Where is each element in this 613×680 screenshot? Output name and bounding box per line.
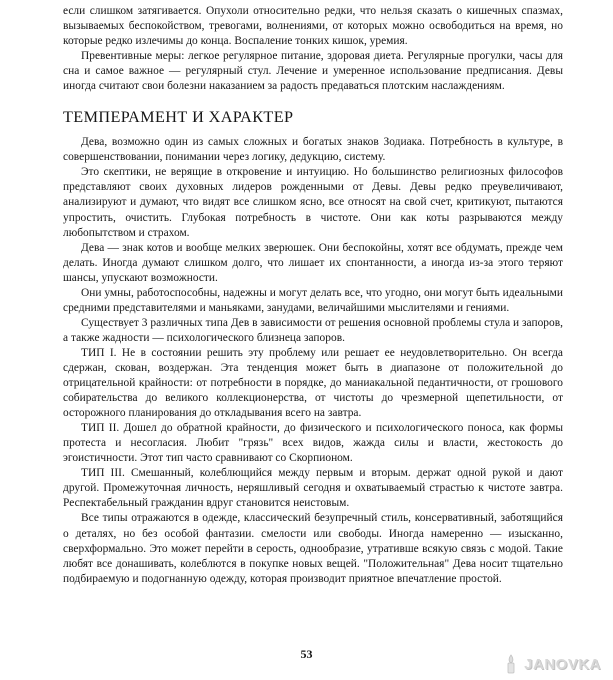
paragraph-4: Они умны, работоспособны, надежны и могут делать все, что угодно, они могут быть идеальными средними представителями и маньяками, занудами, величайшими мыслителями и гениями. bbox=[63, 286, 563, 314]
paragraph-6: ТИП I. Не в состоянии решить эту проблему или решает ее неудовлетворительно. Он всегда сдержан, скован, воздержан. Эта тенденция может быть в диапазоне от положительной до отрицательной крайности: от потребности в порядке, до маниакальной педантичности, от грошового собирательства до великого коллекционерства, от чистоты до чрезмерной щепетильности, от осторожного планирования до откладывания всего на завтра. bbox=[63, 346, 563, 420]
candle-icon bbox=[500, 653, 522, 675]
page-number: 53 bbox=[300, 647, 313, 661]
intro-paragraph-2: Превентивные меры: легкое регулярное питание, здоровая диета. Регулярные прогулки, часы для сна и самое важное — регулярный стул. Лечение и умеренное использование предписания. Девы иногда считают свои болезни наказанием за радость предаваться плотским наслаждениям. bbox=[63, 50, 563, 93]
text-column bbox=[63, 4, 563, 587]
paragraph-3: Дева — знак котов и вообще мелких зверюшек. Они беспокойны, хотят все обдумать, прежде чем делать. Иногда думают слишком долго, что лишает их спонтанности, а иногда из-за этого теряют шансы, упускают возможности. bbox=[63, 241, 563, 284]
paragraph-8: ТИП III. Смешанный, колеблющийся между первым и вторым. держат одной рукой и дают другой. Промежуточная личность, неряшливый сегодня и охватываемый страстью к чистоте завтра. Респектабельный гражданин вдруг становится неистовым. bbox=[63, 467, 563, 510]
watermark-logo bbox=[500, 653, 601, 675]
watermark-text: JANOVKA bbox=[524, 655, 601, 673]
paragraph-7: ТИП II. Дошел до обратной крайности, до физического и психологического поноса, как формы протеста и несогласия. Любит "грязь" всех видов, жажда силы и власти, жестокость до эгоистичности. Этот тип часто сравнивают со Скорпионом. bbox=[63, 422, 563, 465]
section-heading: ТЕМПЕРАМЕНТ И ХАРАКТЕР bbox=[63, 108, 294, 127]
intro-paragraph-1: если слишком затягивается. Опухоли относительно редки, что нельзя сказать о кишечных спазмах, вызываемых беспокойством, тревогами, волнениями, от которых можно освободиться на время, но которые редко излечимы до конца. Воспаление тонких кишок, уремия. bbox=[63, 5, 563, 48]
paragraph-1: Дева, возможно один из самых сложных и богатых знаков Зодиака. Потребность в культуре, в совершенствовании, понимании через логику, дедукцию, систему. bbox=[63, 136, 563, 164]
paragraph-2: Это скептики, не верящие в откровение и интуицию. Но большинство религиозных философов представляют своих духовных лидеров рожденными от Девы. Девы редко преувеличивают, анализируют и думают, что видят все слишком ясно, все относят на свой счет, критикуют, пытаются упростить, очистить. Глубокая потребность в чистоте. Они как коты разрываются между любопытством и страхом. bbox=[63, 166, 563, 239]
paragraph-5: Существует 3 различных типа Дев в зависимости от решения основной проблемы стула и запоров, а также жадности — психологического близнеца запоров. bbox=[63, 316, 563, 344]
paragraph-9: Все типы отражаются в одежде, классический безупречный стиль, консервативный, заботящийся о деталях, но без особой фантазии. смелости или свободы. Иногда намеренно — изысканно, сверхформально. Это может перейти в серость, однообразие, утративше всякую связь с модой. Такие любят все донашивать, колеблются в покупке новых вещей. "Положительная" Дева носит тщательно подбираемую и подогнанную одежду, которая производит приятное впечатление простой. bbox=[63, 512, 563, 585]
